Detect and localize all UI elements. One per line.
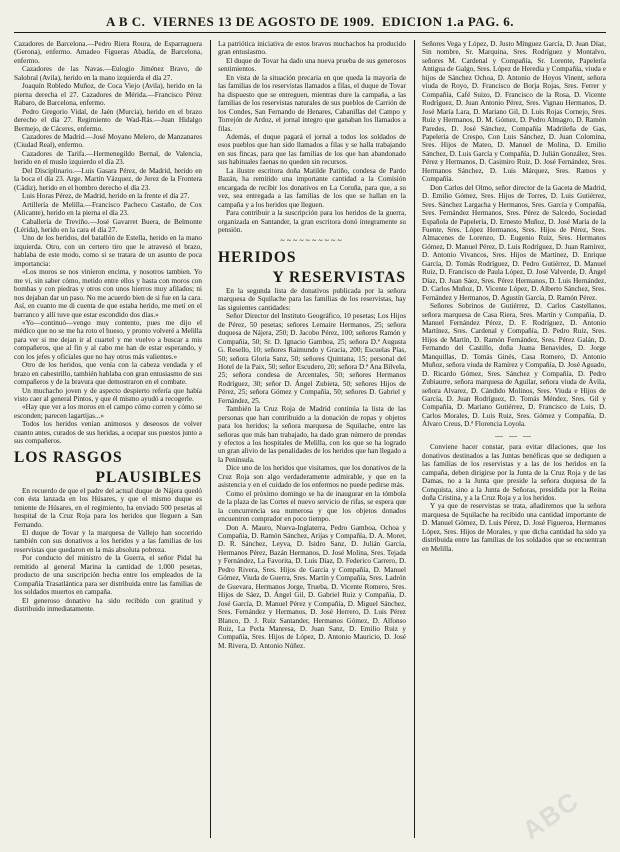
ornament-divider: — — — xyxy=(495,430,533,440)
col2-paragraph: Además, el duque pagará el jornal a todos los soldados de esos pueblos que han sido llamados a filas y se halla trabajando en sus fincas, para que las familias de los que han abandonado sus habituales faenas no queden sin recursos. xyxy=(218,132,406,167)
col1-paragraph: Del Disciplinario.—Luis Gasara Pérez, de Madrid, herido en la boca el día 23. Arge. Martín Vázquez, de Jerez de la Frontera (Cádiz), herido en el hombro derecho el día 23. xyxy=(14,166,202,192)
col2-paragraph: Como el próximo domingo se ha de inaugurar en la tómbola de la plaza de las Cortes el nuevo servicio de rifas, se espera que la concurrencia sea numerosa y que los objetos donados encuentren comprador en poco tiempo. xyxy=(218,489,406,524)
col2-paragraph: Don A. Mauro, Nueva-Inglaterra, Pedro Gamboa, Ochoa y Compañía, D. Ramón Sánchez, Arijas y Compañía, D. A. Moret, D. R. Sánchez, Leyva, D. Isidro Sanz, D. Julián García, Hermanos Pérez, Bazán Hermanos, D. José Molina, Sres. Tejada y Fernández, La Favorita, D. Luis Díaz, D. Federico Carrero, D. Pedro Rivera, Sres. Hijos de García y Compañía, D. Manuel Gómez, Viuda de Guerra, Sres. Martín y Compañía, Sres. Ladrón de Guevara, Hermanos Jorge, Trueba, D. Vicente Romero, Sres. Hijos de Sáez, D. Ángel Gil, D. Gabriel Ruiz y Compañía, D. José García, D. Manuel Pérez y Compañía, D. Miguel Sánchez, Sres. Fernández y Hermanos, D. José Herrero, D. Luis Pérez Blanco, D. J. Ruiz Santander, Hermanos Gómez, D. Alfonso Ruiz, La Perla Manresa, D. Juan Sanz, D. Emilio Ruiz y Compañía, Sres. Hijos de López, D. Antonio Mauricio, D. José M. Rivera, D. Antonio Núñez. xyxy=(218,523,406,650)
col1-paragraph: «Hay que ver a los moros en el campo cómo corren y cómo se esconden; parecen lagartijas...» xyxy=(14,403,202,420)
col1-paragraph: Cazadores de Tarifa.—Hermenegildo Bernal, de Valencia, herido en el muslo izquierdo el día 23. xyxy=(14,149,202,167)
col1-paragraph: Caballería de Treviño.—José Gavarret Buera, de Belmonte (Lérida), herido en la cara el día 27. xyxy=(14,217,202,234)
col1-paragraph: El generoso donativo ha sido recibido con gratitud y distribuido inmediatamente. xyxy=(14,596,202,614)
col1-paragraph: Cazadores de las Navas.—Eulogio Jiménez Bravo, de Salobral (Avila), herido en la mano izquierda el día 27. xyxy=(14,65,202,82)
col3-paragraph: Conviene hacer constar, para evitar dilaciones, que los donativos destinados a las Juntas benéficas que se dediquen a las familias de los reservistas y a las de los heridos en la campaña, deben dirigirse por la Junta de la Cruz Roja y de las Damas, no a la Junta que preside la señora duquesa de la Conquista, sino a la Junta de Señoras, presidida por la Reina doña Cristina, y a la Cruz Roja y a los heridos. xyxy=(422,443,606,503)
section-heading-rasgos: LOS RASGOS xyxy=(14,448,123,466)
col2-paragraph: La ilustre escritora doña Matilde Patiño, condesa de Pardo Bazán, ha remitido una importante cantidad a la Comisión encargada de recibir los donativos en La Coruña, para que, a su vez, sea entregada a las familias de los que se hallan en la campaña y a los heridos que lleguen. xyxy=(218,166,406,209)
col2-paragraph: El duque de Tovar ha dado una nueva prueba de sus generosos sentimientos. xyxy=(218,56,406,74)
edition-page: EDICION 1.a PAG. 6. xyxy=(382,14,515,29)
col3-paragraph: Señores Vega y López, D. Justo Mínguez García, D. Juan Díaz, Sin nombre, Sr. Marquina, Sres. Rodríguez y Montalvo, señores M. Cardenal y Compañía, Sr. Lorente, Papelería Antigua de Galgo, Sres. López de Heredia y Compañía, viuda e hijos de Sánchez Ochoa, D. Antonio de Hoyos Vinent, señora viuda de Royo, D. Francisco de Borja Rojas, Sres. Ferrer y Compañía, Café Suizo, D. Francisco de la Rosa, D. Vicente Rodríguez, D. Juan Antonio Pérez, Sres. Vignau Hermanos, D. José María Lara, D. Mariano Gil, D. Luis Rojas Cornejo, Sres. Ruiz y Hermanos, D. M. Gómez, D. Pedro Almagro, D. Ramón Paredes, D. José Sánchez, Compañía Madrileña de Gas, Papelería de Crespo, Con Luis Sánchez, D. Juan Colomina, Sres. Hijos de Mateo, D. Manuel de Molina, D. Emilio Sánchez, D. Luis García y Compañía, D. Julián González, Sres. Pérez y Hermanos, D. Casimiro Ruiz, D. José Fernández, Sres. Hermanos Sánchez, D. Luis Márquez, Sres. Ramos y Compañía. xyxy=(422,40,606,184)
col1-paragraph: Luis Horas Pérez, de Madrid, herido en la frente el día 27. xyxy=(22,192,190,201)
col1-paragraph: Todos los heridos venían animosos y deseosos de volver cuanto antes, curados de sus heridas, a ocupar sus puestos junto a sus compañeros. xyxy=(14,420,202,446)
col1-paragraph: Cazadores de Madrid.—José Moyano Melero, de Manzanares (Ciudad Real), enfermo. xyxy=(14,132,202,150)
column-3 xyxy=(422,40,606,838)
col1-paragraph: Pedro Gregorio Vidal, de Jaén (Murcia), herido en el brazo derecho el día 27. Regimiento de Wad-Rás.—Juan Hidalgo Bermejo, de Cáceres, enfermo. xyxy=(14,107,202,133)
section-heading-reservistas: Y RESERVISTAS xyxy=(272,268,406,286)
column-1 xyxy=(14,40,202,838)
col2-paragraph: En vista de la situación precaria en que queda la mayoría de las familias de los reservistas llamados a filas, el duque de Tovar ha dispuesto que se entreguen, mientras dure la campaña, a las familias de los reservistas naturales de sus pueblos de Carrión de los Condes, San Fernando de Henares, Cabanillas del Campo y Torrejón de Ardoz, el jornal íntegro que ganaban los llamados a filas. xyxy=(218,73,406,133)
header-rule xyxy=(14,32,606,33)
page-header xyxy=(14,6,606,30)
section-heading-plausibles: PLAUSIBLES xyxy=(95,468,202,486)
col1-paragraph: Otro de los heridos, que venía con la cabeza vendada y el brazo en cabestrillo, también hablaba con gran entusiasmo de sus compañeros y de la bravura que demostraron en el combate. xyxy=(14,361,202,387)
col1-paragraph: Un muchacho joven y de aspecto despierto refería que había visto caer al general Pintos, y que él mismo ayudó a recogerle. xyxy=(14,386,202,404)
col1-paragraph: Joaquín Robledo Muñoz, de Coca Viejo (Avila), herido en la pierna derecha el 27. Cazadores de Mérida.—Francisco Pérez Rabaro, de Barcelona, enfermo. xyxy=(14,82,202,108)
archive-watermark: ABC xyxy=(516,784,586,846)
ornament-divider: ~~~~~~~~~~ xyxy=(280,236,344,246)
col1-paragraph: El duque de Tovar y la marquesa de Vallejo han socorrido también con sus donativos a los heridos y a las familias de los reservistas que quedaron en la más absoluta pobreza. xyxy=(14,529,202,554)
col3-paragraph: Don Carlos del Olmo, señor director de la Gaceta de Madrid, D. Emilio Gómez, Sres. Hijos de Torres, D. Luis Gutiérrez, Sres. Sánchez Largacha y Hermanos, Sres. García y Compañía, Sres. Fernández Hermanos, Sres. Pérez de Salcedo, Sociedad Española de Papelería, D. Ernesto Muñoz, D. José María de la Fuente, Sres. López Hermanos, Sres. Hijos de Pérez, Sres. Almacenes de Lorenzo, D. Eugenio Ruiz, Sres. Hermanos Gómez, D. Manuel Pérez, D. Luis Rodríguez, D. Juan Ramírez, D. Antonio Vivancos, Sres. Hijos de Martínez, D. Enrique García, D. Tomás Rodríguez, D. Pedro Gutiérrez, D. Manuel Ruiz, D. Francisco de Paula López, D. José Valverde, D. Ángel Díaz, D. Juan Sáez, Sres. Pérez Hermanos, D. Luis Hernández, D. Carlos Muñoz, D. Vicente López, D. Alberto Sánchez, Sres. Fernández y Hermanos, D. Agustín García, D. Ramón Pérez. xyxy=(422,183,606,302)
col2-paragraph: Señor Director del Instituto Geográfico, 10 pesetas; Los Hijos de Pérez, 50 pesetas; señores Lemaire Hermanos, 25; señora duquesa de Nájera, 250; D. Jacobo Pérez, 100; señores Ramón y Compañía, 50; Sr. D. Ignacio Gamboa, 25; señora D.ª Augusta G. Resello, 10; señores Raimundo y Gracia, 200; Escuelas Pías, 50; señora Gloria Sanz, 50; señores Quintana, 15; personal del Hotel de la Paix, 50; señor Escudero, 20; señora D.ª Ana Bilvela, 25; señora condesa de Arcentales, 50; señores Hermanos Rodríguez, 30; señor D. Ángel Zubieta, 50; señores Hijos de Pérez, 25; señora Gómez y Compañía, 50; señores D. Gabriel y Fernández, 25. xyxy=(218,312,406,405)
column-divider xyxy=(414,40,415,838)
col2-paragraph: En la segunda lista de donativos publicada por la señora marquesa de Squilache para las familias de los reservistas, hay las siguientes cantidades: xyxy=(218,286,406,312)
col1-paragraph: Por conducto del ministro de la Guerra, el señor Pidal ha remitido al general Marina la cantidad de 1.000 pesetas, producto de una suscripción hecha entre los empleados de la Compañía Trasatlántica para ser distribuida entre las familias de los soldados muertos en campaña. xyxy=(14,554,202,597)
paper-title: A B C. xyxy=(105,14,146,29)
column-divider xyxy=(210,40,211,838)
col1-paragraph: Uno de los heridos, del batallón de Estella, herido en la mano izquierda. Otro, con un certero tiro que le atravesó el brazo, hablaba de este modo, como si se tratara de un asunto de poca importancia: xyxy=(14,234,202,268)
col3-paragraph: Y ya que de reservistas se trata, añadiremos que la señora marquesa de Squilache ha recibido una cantidad importante de D. Manuel Gómez, D. Luis Pérez, D. José Figueroa, Hermanos López, Sres. Hijos de Morales, y que dicha cantidad ha sido ya distribuida entre las familias de los soldados que se encuentran en Melilla. xyxy=(422,502,606,553)
col2-paragraph: Para contribuir a la suscripción para los heridos de la guerra, organizada en Santander, la gran escritora donó íntegramente su pensión. xyxy=(218,209,406,234)
col2-paragraph: La patriótica iniciativa de estos bravos muchachos ha producido gran entusiasmo. xyxy=(218,40,406,57)
col2-paragraph: Dice uno de los heridos que visitamos, que los donativos de la Cruz Roja son algo verdaderamente admirable, y que en la asistencia y en el cuidado de los enfermos no puede pedirse más. xyxy=(218,464,406,490)
col1-paragraph: «Los moros se nos vinieron encima, y nosotros tambien. Yo me vi, sin saber cómo, metido entre ellos y hasta con moros con bombas y con piedras y otros con unos hierros muy afilados; ni nos dejaban dar un paso. No me acuerdo bien de si fue en la cara. Así, en cuanto me di cuenta de que estaba herido, me metí en el barranco y allí tuve que estar escondido dos días.» xyxy=(14,268,202,319)
section-heading-heridos: HERIDOS xyxy=(218,248,297,266)
col1-paragraph: Cazadores de Barcelona.—Pedro Riera Roura, de Esparraguera (Gerona), enfermo. Amadeo Figueras Abadía, de Barcelona, enfermo. xyxy=(14,40,202,65)
col1-paragraph: Artillería de Melilla.—Francisco Pacheco Castaño, de Cox (Alicante), herido en la pierna el día 23. xyxy=(14,200,202,218)
col2-paragraph: También la Cruz Roja de Madrid continúa la lista de las personas que han contribuido a la donación de ropas y objetos para los heridos; la señora marquesa de Squilache, entre las señoras que más han trabajado, ha dado gran número de prendas y efectos a los hospitales de Melilla, con los que se ha logrado un gran alivio de las penalidades de los heridos que han llegado a la Península. xyxy=(218,405,406,464)
column-2 xyxy=(218,40,406,838)
col1-paragraph: «Yo—continuó—vengo muy contento, pues me dijo el médico que no se me ha roto el hueso, y pronto volveré a Melilla para ver si me dejan ir al cuartel y me vuelvo a buscar a mis compañeros, que al fin y al cabo me han de estar esperando, y con los jefes y oficiales que no hay otros más valientes.» xyxy=(14,318,202,361)
issue-date: VIERNES 13 DE AGOSTO DE 1909. xyxy=(152,14,375,29)
col3-paragraph: Señores Sobrinos de Gutiérrez, D. Carlos Castellanos, señora marquesa de Casa Riera, Sres. Martín y Compañía, D. Manuel Fernández Pérez, D. F. Rodríguez, D. Antonio Martínez, Sres. Cardenal y Compañía, D. Pedro Ruiz, Sres. Hijos de Martín, D. Ramón Fernández, Sres. Pérez Galán, D. Fernando del Castillo, doña Juana Benavides, D. Jorge Manquillas, D. Tomás Ginés, Casa Romero, D. Antonio Muñoz, señora viuda de Ramírez y Compañía, D. José Aguado, D. Ricardo Gómez, Sres. Sánchez y Compañía, D. Pedro Zubiaurre, señora marquesa de Aguilar, señora viuda de Ávila, señora Alvarez, D. Cándido Molinos, Sres. Viuda e Hijos de García, D. Juan Rodríguez, D. Tomás Méndez, Sres. Gil y Compañía, D. Mariano Gutiérrez, D. Francisco de Luis, D. Carlos Morales, D. Luis Ruiz, Sres. Gómez y Compañía, D. Álvaro Creus, D.ª Florencia Loyola. xyxy=(422,302,606,429)
col1-paragraph: En recuerdo de que el padre del actual duque de Nájera quedó con ésta lanzada en los Húsares, y que el mismo duque es teniente de Húsares, en el regimiento, ha enviado 500 pesetas al hospital de la Cruz Roja para los heridos que lleguen a San Fernando. xyxy=(14,486,202,529)
